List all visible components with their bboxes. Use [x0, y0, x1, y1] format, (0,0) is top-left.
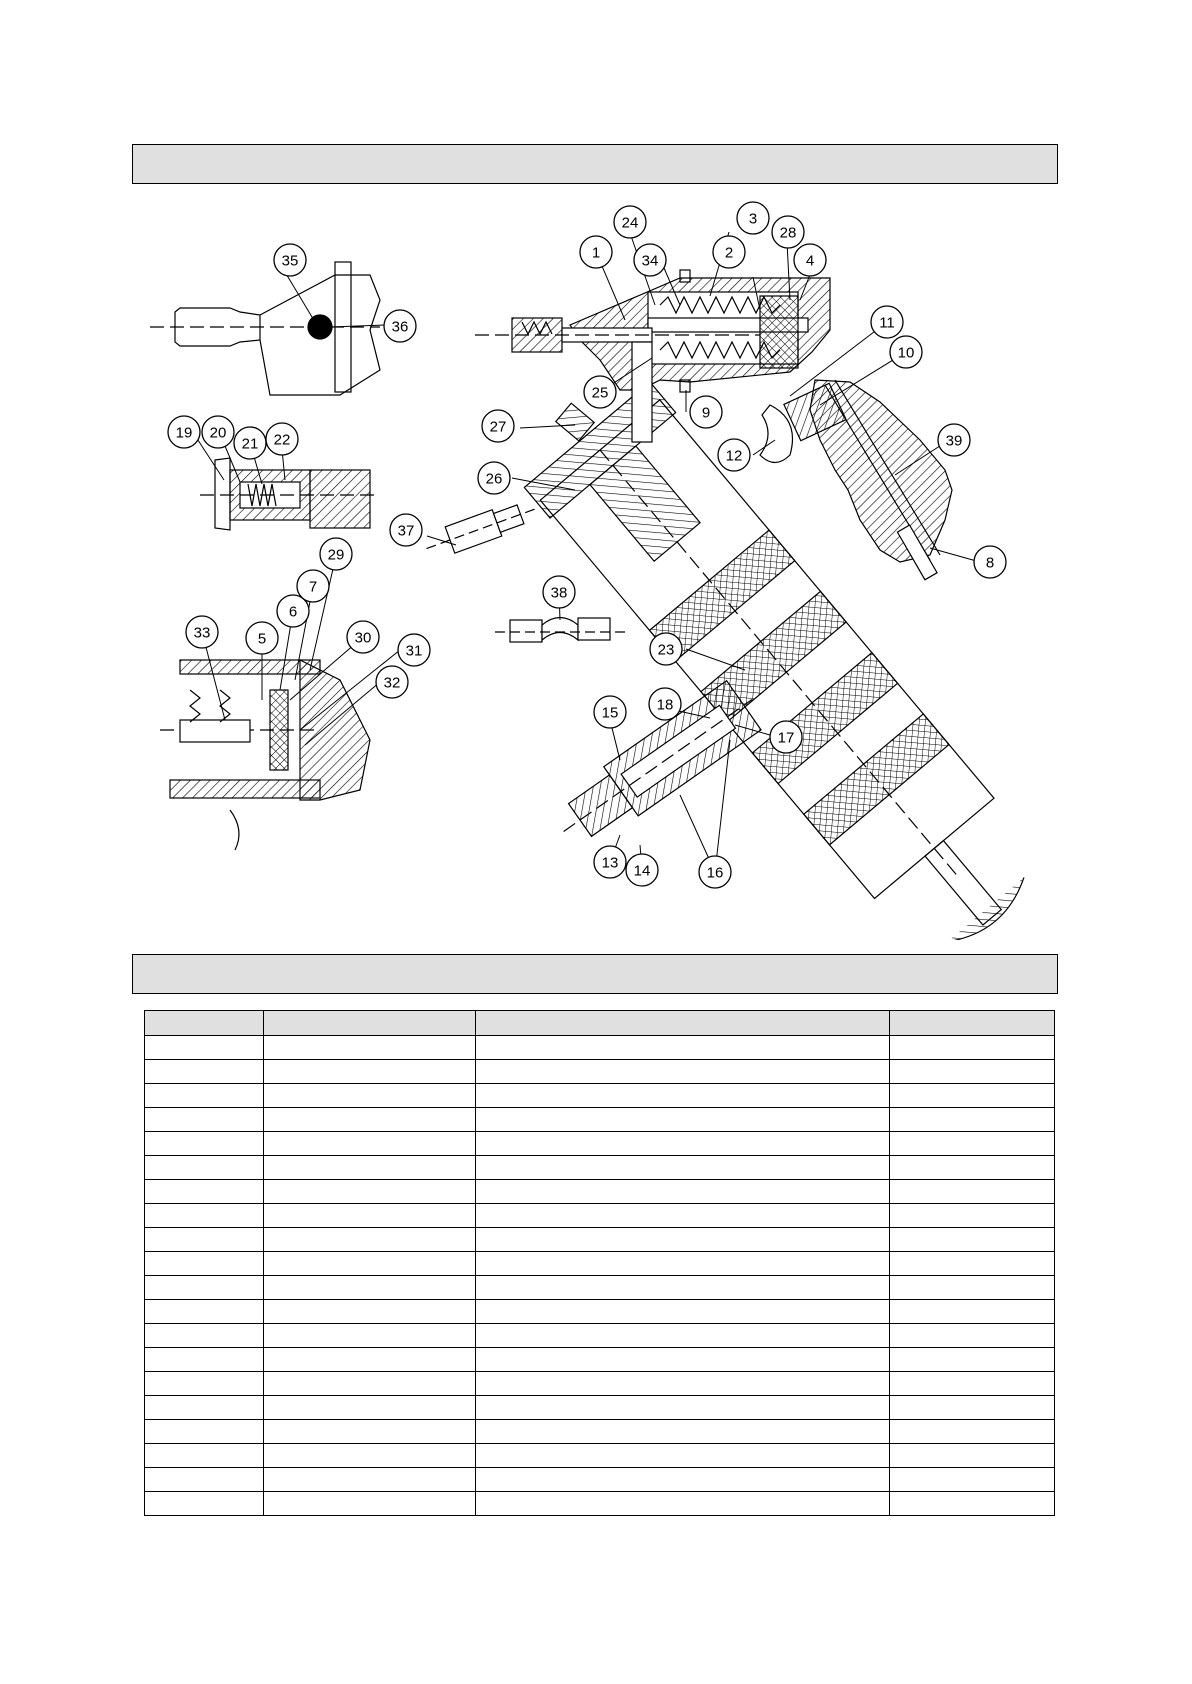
callout-29 — [320, 538, 352, 570]
callout-16 — [699, 856, 731, 888]
table-cell — [476, 1156, 890, 1180]
table-cell — [476, 1108, 890, 1132]
table-cell — [476, 1348, 890, 1372]
table-cell — [890, 1372, 1055, 1396]
table-cell — [890, 1252, 1055, 1276]
callout-35 — [274, 244, 306, 276]
table-cell — [890, 1444, 1055, 1468]
callout-14 — [626, 854, 658, 886]
callout-19 — [168, 416, 200, 448]
callout-1 — [580, 236, 612, 268]
table-cell — [476, 1132, 890, 1156]
callout-number: 23 — [657, 641, 675, 659]
table-cell — [890, 1156, 1055, 1180]
table-cell — [264, 1396, 476, 1420]
table-row — [145, 1036, 1055, 1060]
table-cell — [890, 1036, 1055, 1060]
callout-number: 4 — [805, 252, 815, 270]
callout-number: 28 — [779, 224, 797, 242]
table-cell — [476, 1492, 890, 1516]
hose-38 — [495, 618, 630, 643]
callout-34 — [634, 244, 666, 276]
callout-number: 1 — [591, 244, 601, 262]
callout-28 — [772, 216, 804, 248]
callout-number: 15 — [601, 704, 619, 722]
table-cell — [476, 1084, 890, 1108]
table-cell — [890, 1492, 1055, 1516]
table-cell — [476, 1444, 890, 1468]
callout-number: 25 — [591, 384, 609, 402]
table-cell — [890, 1276, 1055, 1300]
callout-number: 24 — [621, 214, 639, 232]
table-row — [145, 1372, 1055, 1396]
table-row — [145, 1324, 1055, 1348]
table-cell — [476, 1204, 890, 1228]
table-cell — [890, 1060, 1055, 1084]
table-cell — [264, 1444, 476, 1468]
table-cell — [890, 1396, 1055, 1420]
table-cell — [476, 1228, 890, 1252]
callout-33 — [186, 616, 218, 648]
table-cell — [476, 1468, 890, 1492]
callout-26 — [478, 462, 510, 494]
callout-25 — [584, 376, 616, 408]
table-cell — [890, 1300, 1055, 1324]
callout-7 — [297, 570, 329, 602]
table-cell — [145, 1372, 264, 1396]
table-cell — [264, 1204, 476, 1228]
table-cell — [145, 1348, 264, 1372]
callout-15 — [594, 696, 626, 728]
table-cell — [264, 1180, 476, 1204]
callout-number: 2 — [724, 244, 734, 262]
callout-2 — [713, 236, 745, 268]
table-cell — [476, 1036, 890, 1060]
table-row — [145, 1276, 1055, 1300]
callout-number: 6 — [288, 603, 298, 621]
table-cell — [145, 1228, 264, 1252]
callout-number: 39 — [945, 432, 963, 450]
table-row — [145, 1180, 1055, 1204]
table-cell — [890, 1228, 1055, 1252]
table-cell — [264, 1060, 476, 1084]
table-cell — [476, 1276, 890, 1300]
table-cell — [890, 1108, 1055, 1132]
callout-number: 3 — [748, 210, 758, 228]
table-cell — [145, 1036, 264, 1060]
inset-check-valve — [200, 458, 380, 530]
table-cell — [145, 1060, 264, 1084]
table-cell — [145, 1324, 264, 1348]
callout-8 — [974, 546, 1006, 578]
table-cell — [264, 1420, 476, 1444]
table-cell — [890, 1348, 1055, 1372]
callout-number: 5 — [257, 630, 267, 648]
callout-37 — [390, 514, 422, 546]
inset-nozzle-valve — [150, 262, 380, 395]
table-cell — [890, 1132, 1055, 1156]
table-cell — [890, 1180, 1055, 1204]
callout-number: 35 — [281, 252, 299, 270]
table-cell — [145, 1204, 264, 1228]
callout-number: 36 — [391, 318, 409, 336]
callout-number: 22 — [273, 431, 291, 449]
table-cell — [476, 1300, 890, 1324]
callout-3 — [737, 202, 769, 234]
callout-21 — [234, 427, 266, 459]
table-cell — [476, 1252, 890, 1276]
callout-number: 13 — [601, 854, 619, 872]
inset-valve-detail — [160, 660, 370, 850]
callout-12 — [718, 439, 750, 471]
table-cell — [145, 1156, 264, 1180]
table-cell — [264, 1036, 476, 1060]
adapter-37 — [422, 494, 544, 561]
callout-11 — [871, 306, 903, 338]
callout-number: 18 — [656, 696, 674, 714]
table-row — [145, 1444, 1055, 1468]
column-header — [476, 1011, 890, 1036]
callout-number: 12 — [725, 447, 743, 465]
table-cell — [145, 1132, 264, 1156]
callout-number: 34 — [641, 252, 659, 270]
callout-38 — [543, 576, 575, 608]
table-row — [145, 1300, 1055, 1324]
table-cell — [145, 1180, 264, 1204]
callout-number: 7 — [308, 578, 318, 596]
table-cell — [145, 1276, 264, 1300]
callout-number: 19 — [175, 424, 193, 442]
callout-number: 38 — [550, 584, 568, 602]
table-row — [145, 1348, 1055, 1372]
callout-number: 31 — [405, 642, 423, 660]
table-header-row — [145, 1011, 1055, 1036]
callout-number: 32 — [383, 674, 401, 692]
table-cell — [476, 1180, 890, 1204]
table-cell — [264, 1300, 476, 1324]
table-cell — [264, 1372, 476, 1396]
callout-number: 10 — [897, 344, 915, 362]
callout-number: 17 — [777, 729, 795, 747]
callout-5 — [246, 622, 278, 654]
table-cell — [264, 1108, 476, 1132]
callout-number: 30 — [354, 629, 372, 647]
callout-number: 27 — [489, 418, 507, 436]
table-cell — [145, 1084, 264, 1108]
table-cell — [145, 1444, 264, 1468]
table-cell — [145, 1300, 264, 1324]
table-cell — [264, 1492, 476, 1516]
parts-list-table — [144, 1010, 1055, 1516]
table-cell — [476, 1396, 890, 1420]
callout-24 — [614, 206, 646, 238]
callout-27 — [482, 410, 514, 442]
table-row — [145, 1420, 1055, 1444]
column-header — [264, 1011, 476, 1036]
table-cell — [145, 1468, 264, 1492]
table-row — [145, 1492, 1055, 1516]
callout-30 — [347, 621, 379, 653]
table-row — [145, 1204, 1055, 1228]
table-cell — [264, 1156, 476, 1180]
table-cell — [264, 1252, 476, 1276]
table-cell — [145, 1492, 264, 1516]
table-cell — [145, 1396, 264, 1420]
table-row — [145, 1084, 1055, 1108]
callout-22 — [266, 423, 298, 455]
table-cell — [264, 1348, 476, 1372]
table-cell — [890, 1324, 1055, 1348]
callout-23 — [650, 633, 682, 665]
callout-number: 21 — [241, 435, 259, 453]
callout-number: 33 — [193, 624, 211, 642]
parts-list-section-header — [132, 954, 1058, 994]
table-row — [145, 1252, 1055, 1276]
table-row — [145, 1108, 1055, 1132]
callout-17 — [770, 721, 802, 753]
callout-number: 11 — [879, 314, 895, 332]
table-cell — [264, 1132, 476, 1156]
table-row — [145, 1228, 1055, 1252]
table-row — [145, 1132, 1055, 1156]
table-cell — [476, 1372, 890, 1396]
table-cell — [145, 1252, 264, 1276]
table-cell — [890, 1420, 1055, 1444]
callout-32 — [376, 666, 408, 698]
callout-4 — [794, 244, 826, 276]
table-row — [145, 1060, 1055, 1084]
table-cell — [890, 1084, 1055, 1108]
callout-36 — [384, 310, 416, 342]
table-cell — [890, 1468, 1055, 1492]
callout-18 — [649, 688, 681, 720]
callout-39 — [938, 424, 970, 456]
table-cell — [476, 1060, 890, 1084]
column-header — [890, 1011, 1055, 1036]
table-cell — [264, 1324, 476, 1348]
table-cell — [476, 1420, 890, 1444]
column-header — [145, 1011, 264, 1036]
table-cell — [145, 1420, 264, 1444]
table-row — [145, 1396, 1055, 1420]
table-cell — [264, 1228, 476, 1252]
callout-10 — [890, 336, 922, 368]
table-cell — [890, 1204, 1055, 1228]
callout-number: 14 — [633, 862, 651, 880]
callout-9 — [690, 396, 722, 428]
table-cell — [264, 1276, 476, 1300]
callout-number: 8 — [985, 554, 995, 572]
table-cell — [476, 1324, 890, 1348]
table-cell — [145, 1108, 264, 1132]
callout-number: 20 — [209, 424, 227, 442]
callout-number: 16 — [706, 864, 724, 882]
callout-13 — [594, 846, 626, 878]
callout-31 — [398, 634, 430, 666]
callout-number: 37 — [397, 522, 415, 540]
callout-20 — [202, 416, 234, 448]
table-cell — [264, 1468, 476, 1492]
callout-number: 9 — [701, 404, 711, 422]
callout-number: 26 — [485, 470, 503, 488]
table-cell — [264, 1084, 476, 1108]
table-row — [145, 1468, 1055, 1492]
table-row — [145, 1156, 1055, 1180]
callout-number: 29 — [327, 546, 345, 564]
